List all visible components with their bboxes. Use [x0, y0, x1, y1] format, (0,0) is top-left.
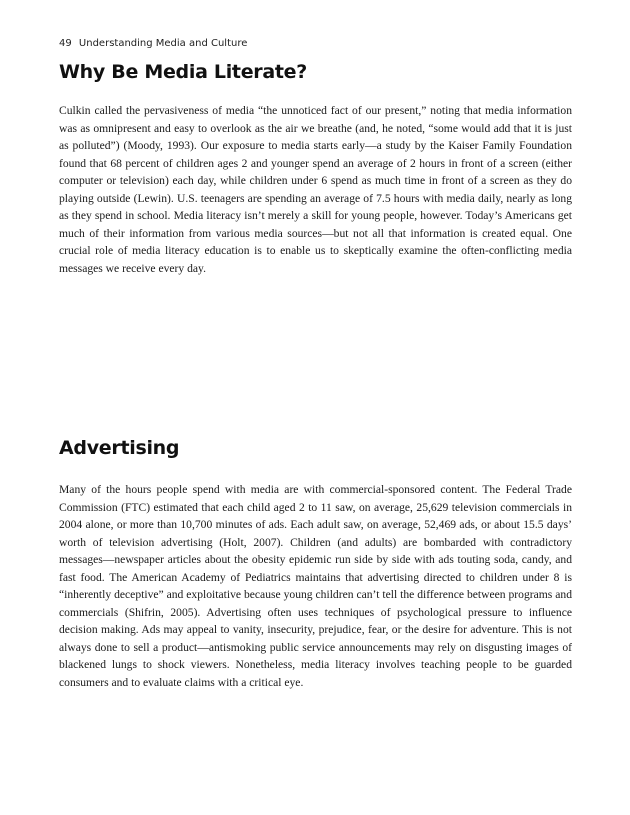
running-header	[59, 38, 247, 49]
book-title: Understanding Media and Culture	[78, 38, 248, 49]
page-number: 49	[59, 38, 72, 49]
section-body-why-be-media-literate: Culkin called the pervasiveness of media “the unnoticed fact of our present,” noting that media information was as omnipresent and easy to overlook as the air we breathe (and, he noted, “some would add that it is just as polluted”) (Moody, 1993). Our exposure to media starts early—a study by the Kaiser Family Foundation found that 68 percent of children ages 2 and younger spend an average of 2 hours in front of a screen (either computer or television) each day, while children under 6 spend as much time in front of a screen as they do playing outside (Lewin). U.S. teenagers are spending an average of 7.5 hours with media daily, nearly as long as they spend in school. Media literacy isn’t merely a skill for young people, however. Today’s Americans get much of their information from various media sources—but not all that information is created equal. One crucial role of media literacy education is to enable us to skeptically examine the often-conflicting media messages we receive every day.	[59, 104, 572, 275]
section-heading-advertising: Advertising	[59, 437, 180, 459]
section-body-advertising: Many of the hours people spend with media are with commercial-sponsored content. The Federal Trade Commission (FTC) estimated that each child aged 2 to 11 saw, on average, 25,629 television commercials in 2004 alone, or more than 10,700 minutes of ads. Each adult saw, on average, 52,469 ads, or about 15.5 days’ worth of television advertising (Holt, 2007). Children (and adults) are bombarded with contradictory messages—newspaper articles about the obesity epidemic run side by side with ads touting soda, candy, and fast food. The American Academy of Pediatrics maintains that advertising directed to children under 8 is “inherently deceptive” and exploitative because young children can’t tell the difference between programs and commercials (Shifrin, 2005). Advertising often uses techniques of psychological pressure to influence decision making. Ads may appeal to vanity, insecurity, prejudice, fear, or the desire for adventure. This is not always done to sell a product—antismoking public service announcements may rely on disgusting images of blackened lungs to shock viewers. Nonetheless, media literacy involves teaching people to be guarded consumers and to evaluate claims with a critical eye.	[59, 483, 572, 689]
section-heading-why-be-media-literate: Why Be Media Literate?	[59, 61, 307, 83]
